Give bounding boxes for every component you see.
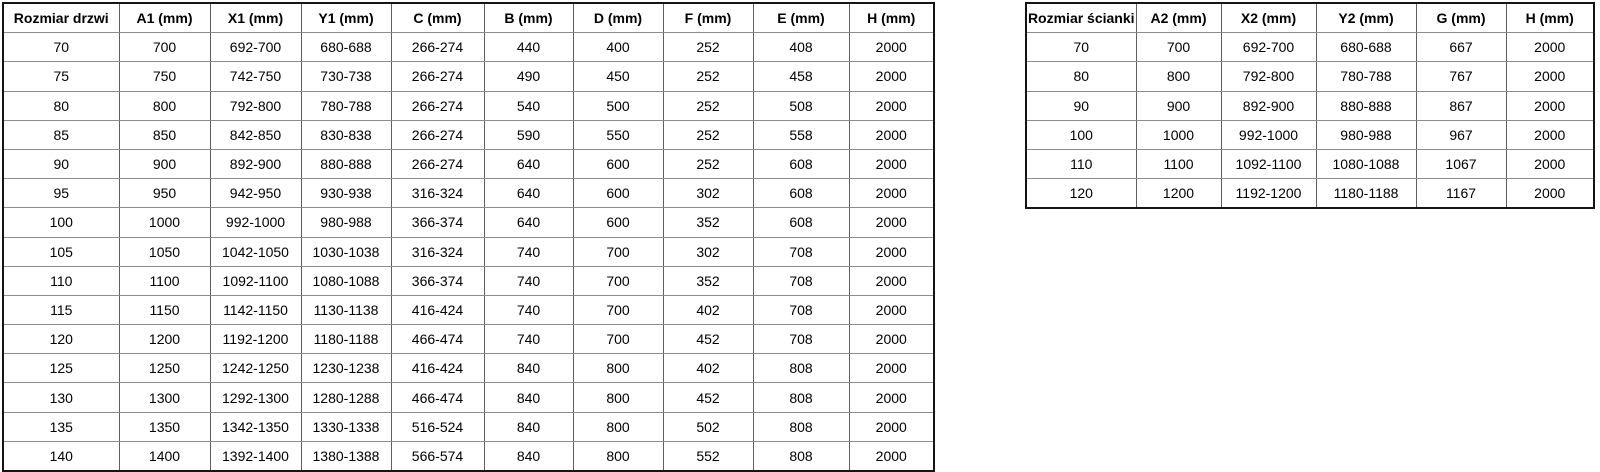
table-row xyxy=(3,179,934,208)
table-cell: 1192-1200 xyxy=(210,325,301,354)
table-row xyxy=(3,120,934,149)
table-row xyxy=(3,266,934,295)
table-cell: 1242-1250 xyxy=(210,354,301,383)
table-row xyxy=(3,237,934,266)
table-cell: 552 xyxy=(663,441,753,471)
table-cell: 266-274 xyxy=(391,33,484,62)
table-cell: 452 xyxy=(663,325,753,354)
table-cell: 558 xyxy=(753,120,849,149)
table-row xyxy=(3,33,934,62)
table-cell: 708 xyxy=(753,237,849,266)
table-cell: 352 xyxy=(663,266,753,295)
table-cell: 266-274 xyxy=(391,120,484,149)
table-cell: 266-274 xyxy=(391,91,484,120)
table-cell: 740 xyxy=(484,266,573,295)
table-cell: 100 xyxy=(1026,120,1136,149)
table-cell: 2000 xyxy=(849,412,934,441)
table-cell: 608 xyxy=(753,149,849,178)
table-cell: 2000 xyxy=(849,266,934,295)
table-cell: 1200 xyxy=(1136,179,1221,209)
table-cell: 1100 xyxy=(119,266,210,295)
table-cell: 1080-1088 xyxy=(301,266,391,295)
table-cell: 80 xyxy=(1026,62,1136,91)
table-cell: 830-838 xyxy=(301,120,391,149)
table-cell: 800 xyxy=(1136,62,1221,91)
table-cell: 680-688 xyxy=(301,33,391,62)
table-cell: 1400 xyxy=(119,441,210,471)
table-cell: 508 xyxy=(753,91,849,120)
table-row xyxy=(1026,91,1594,120)
table-cell: 100 xyxy=(3,208,119,237)
table-cell: 402 xyxy=(663,354,753,383)
table-cell: 252 xyxy=(663,120,753,149)
table-cell: 70 xyxy=(3,33,119,62)
table-cell: 780-788 xyxy=(1316,62,1416,91)
table-cell: 2000 xyxy=(849,383,934,412)
table-cell: 992-1000 xyxy=(210,208,301,237)
table-cell: 840 xyxy=(484,383,573,412)
table-cell: 600 xyxy=(573,208,663,237)
table-cell: 266-274 xyxy=(391,62,484,91)
table-cell: 252 xyxy=(663,149,753,178)
table-row xyxy=(3,412,934,441)
table-cell: 1130-1138 xyxy=(301,295,391,324)
column-header: A2 (mm) xyxy=(1136,3,1221,33)
table-cell: 700 xyxy=(119,33,210,62)
table-row xyxy=(1026,120,1594,149)
table-cell: 1067 xyxy=(1416,149,1506,178)
table-cell: 416-424 xyxy=(391,295,484,324)
table-row xyxy=(1026,62,1594,91)
table-cell: 740 xyxy=(484,237,573,266)
column-header: Y2 (mm) xyxy=(1316,3,1416,33)
table-cell: 930-938 xyxy=(301,179,391,208)
table-cell: 740 xyxy=(484,325,573,354)
table-cell: 708 xyxy=(753,325,849,354)
table-cell: 502 xyxy=(663,412,753,441)
table-cell: 708 xyxy=(753,266,849,295)
header-row xyxy=(3,3,934,33)
header-row xyxy=(1026,3,1594,33)
table-cell: 792-800 xyxy=(1221,62,1316,91)
table-cell: 1180-1188 xyxy=(1316,179,1416,209)
table-cell: 1280-1288 xyxy=(301,383,391,412)
table-cell: 2000 xyxy=(849,208,934,237)
table-cell: 1342-1350 xyxy=(210,412,301,441)
column-header: X1 (mm) xyxy=(210,3,301,33)
table-cell: 266-274 xyxy=(391,149,484,178)
table-cell: 900 xyxy=(1136,91,1221,120)
table-cell: 840 xyxy=(484,354,573,383)
table-cell: 1150 xyxy=(119,295,210,324)
table-cell: 980-988 xyxy=(1316,120,1416,149)
table-cell: 450 xyxy=(573,62,663,91)
table-cell: 120 xyxy=(3,325,119,354)
table-cell: 740 xyxy=(484,295,573,324)
table-cell: 1000 xyxy=(1136,120,1221,149)
table-cell: 516-524 xyxy=(391,412,484,441)
table-cell: 600 xyxy=(573,179,663,208)
table-cell: 466-474 xyxy=(391,383,484,412)
table-cell: 1080-1088 xyxy=(1316,149,1416,178)
table-cell: 1142-1150 xyxy=(210,295,301,324)
table-cell: 808 xyxy=(753,354,849,383)
table-cell: 880-888 xyxy=(1316,91,1416,120)
table-cell: 950 xyxy=(119,179,210,208)
table-cell: 590 xyxy=(484,120,573,149)
table-cell: 2000 xyxy=(849,149,934,178)
table-cell: 700 xyxy=(573,295,663,324)
table-cell: 608 xyxy=(753,179,849,208)
table-cell: 2000 xyxy=(1506,179,1594,209)
table-cell: 800 xyxy=(573,412,663,441)
table-cell: 115 xyxy=(3,295,119,324)
table-row xyxy=(3,295,934,324)
table-cell: 252 xyxy=(663,62,753,91)
table-cell: 1300 xyxy=(119,383,210,412)
table-cell: 800 xyxy=(573,441,663,471)
table-cell: 416-424 xyxy=(391,354,484,383)
table-row xyxy=(3,149,934,178)
table-cell: 110 xyxy=(3,266,119,295)
table-cell: 252 xyxy=(663,91,753,120)
table-cell: 500 xyxy=(573,91,663,120)
table-cell: 130 xyxy=(3,383,119,412)
table-cell: 1230-1238 xyxy=(301,354,391,383)
table-cell: 566-574 xyxy=(391,441,484,471)
table-cell: 2000 xyxy=(849,295,934,324)
table-cell: 550 xyxy=(573,120,663,149)
table-cell: 2000 xyxy=(849,354,934,383)
table-cell: 2000 xyxy=(849,325,934,354)
table-cell: 2000 xyxy=(849,91,934,120)
column-header: H (mm) xyxy=(849,3,934,33)
table-cell: 2000 xyxy=(849,33,934,62)
table-cell: 302 xyxy=(663,237,753,266)
column-header: H (mm) xyxy=(1506,3,1594,33)
table-cell: 2000 xyxy=(1506,33,1594,62)
table-cell: 2000 xyxy=(849,179,934,208)
door-dimensions-table xyxy=(2,2,935,472)
table-cell: 1092-1100 xyxy=(1221,149,1316,178)
table-cell: 767 xyxy=(1416,62,1506,91)
table-cell: 1350 xyxy=(119,412,210,441)
table-cell: 1167 xyxy=(1416,179,1506,209)
column-header: Rozmiar ścianki xyxy=(1026,3,1136,33)
column-header: E (mm) xyxy=(753,3,849,33)
table-cell: 105 xyxy=(3,237,119,266)
table-cell: 90 xyxy=(1026,91,1136,120)
table-cell: 808 xyxy=(753,383,849,412)
table-cell: 700 xyxy=(573,266,663,295)
table-cell: 742-750 xyxy=(210,62,301,91)
table-cell: 1380-1388 xyxy=(301,441,391,471)
table-cell: 680-688 xyxy=(1316,33,1416,62)
table-cell: 452 xyxy=(663,383,753,412)
table-cell: 540 xyxy=(484,91,573,120)
table-cell: 980-988 xyxy=(301,208,391,237)
table-cell: 792-800 xyxy=(210,91,301,120)
table-cell: 2000 xyxy=(1506,62,1594,91)
table-cell: 692-700 xyxy=(1221,33,1316,62)
table-cell: 125 xyxy=(3,354,119,383)
table-cell: 110 xyxy=(1026,149,1136,178)
table-cell: 1292-1300 xyxy=(210,383,301,412)
table-cell: 867 xyxy=(1416,91,1506,120)
table-row xyxy=(1026,179,1594,209)
table-cell: 90 xyxy=(3,149,119,178)
table-cell: 840 xyxy=(484,412,573,441)
table-cell: 140 xyxy=(3,441,119,471)
table-cell: 667 xyxy=(1416,33,1506,62)
table-cell: 490 xyxy=(484,62,573,91)
table-row xyxy=(1026,33,1594,62)
table-cell: 366-374 xyxy=(391,208,484,237)
column-header: C (mm) xyxy=(391,3,484,33)
table-cell: 892-900 xyxy=(210,149,301,178)
table-cell: 70 xyxy=(1026,33,1136,62)
table-cell: 892-900 xyxy=(1221,91,1316,120)
table-cell: 1000 xyxy=(119,208,210,237)
table-cell: 750 xyxy=(119,62,210,91)
table-cell: 252 xyxy=(663,33,753,62)
table-cell: 942-950 xyxy=(210,179,301,208)
table-cell: 780-788 xyxy=(301,91,391,120)
table-cell: 440 xyxy=(484,33,573,62)
table-cell: 120 xyxy=(1026,179,1136,209)
table-row xyxy=(3,91,934,120)
table-cell: 840 xyxy=(484,441,573,471)
table-cell: 1250 xyxy=(119,354,210,383)
table-row xyxy=(3,354,934,383)
table-cell: 402 xyxy=(663,295,753,324)
table-cell: 730-738 xyxy=(301,62,391,91)
table-cell: 1392-1400 xyxy=(210,441,301,471)
wall-dimensions-table xyxy=(1025,2,1595,209)
table-row xyxy=(3,208,934,237)
table-cell: 80 xyxy=(3,91,119,120)
table-cell: 992-1000 xyxy=(1221,120,1316,149)
column-header: G (mm) xyxy=(1416,3,1506,33)
table-cell: 408 xyxy=(753,33,849,62)
table-cell: 352 xyxy=(663,208,753,237)
table-cell: 700 xyxy=(1136,33,1221,62)
table-cell: 2000 xyxy=(849,237,934,266)
table-cell: 400 xyxy=(573,33,663,62)
table-cell: 640 xyxy=(484,149,573,178)
table-cell: 600 xyxy=(573,149,663,178)
table-cell: 75 xyxy=(3,62,119,91)
column-header: D (mm) xyxy=(573,3,663,33)
table-cell: 640 xyxy=(484,179,573,208)
table-cell: 458 xyxy=(753,62,849,91)
table-cell: 800 xyxy=(573,354,663,383)
table-cell: 1180-1188 xyxy=(301,325,391,354)
table-cell: 700 xyxy=(573,237,663,266)
table-cell: 1050 xyxy=(119,237,210,266)
table-cell: 692-700 xyxy=(210,33,301,62)
table-cell: 700 xyxy=(573,325,663,354)
table-cell: 1100 xyxy=(1136,149,1221,178)
table-cell: 135 xyxy=(3,412,119,441)
column-header: A1 (mm) xyxy=(119,3,210,33)
table-cell: 808 xyxy=(753,412,849,441)
table-cell: 1330-1338 xyxy=(301,412,391,441)
table-cell: 800 xyxy=(573,383,663,412)
table-cell: 302 xyxy=(663,179,753,208)
column-header: X2 (mm) xyxy=(1221,3,1316,33)
table-cell: 842-850 xyxy=(210,120,301,149)
table-cell: 967 xyxy=(1416,120,1506,149)
table-cell: 2000 xyxy=(1506,149,1594,178)
table-cell: 608 xyxy=(753,208,849,237)
table-cell: 640 xyxy=(484,208,573,237)
table-cell: 316-324 xyxy=(391,237,484,266)
table-cell: 808 xyxy=(753,441,849,471)
column-header: F (mm) xyxy=(663,3,753,33)
column-header: Rozmiar drzwi xyxy=(3,3,119,33)
table-cell: 466-474 xyxy=(391,325,484,354)
table-row xyxy=(3,62,934,91)
table-cell: 850 xyxy=(119,120,210,149)
table-cell: 800 xyxy=(119,91,210,120)
table-row xyxy=(3,441,934,471)
table-cell: 316-324 xyxy=(391,179,484,208)
table-cell: 2000 xyxy=(849,120,934,149)
table-cell: 1092-1100 xyxy=(210,266,301,295)
table-cell: 1042-1050 xyxy=(210,237,301,266)
table-cell: 95 xyxy=(3,179,119,208)
table-row xyxy=(3,383,934,412)
table-cell: 2000 xyxy=(1506,91,1594,120)
table-cell: 880-888 xyxy=(301,149,391,178)
table-cell: 2000 xyxy=(1506,120,1594,149)
table-cell: 900 xyxy=(119,149,210,178)
table-cell: 708 xyxy=(753,295,849,324)
table-cell: 1200 xyxy=(119,325,210,354)
table-row xyxy=(3,325,934,354)
table-cell: 2000 xyxy=(849,441,934,471)
table-cell: 1030-1038 xyxy=(301,237,391,266)
column-header: B (mm) xyxy=(484,3,573,33)
table-cell: 366-374 xyxy=(391,266,484,295)
table-cell: 2000 xyxy=(849,62,934,91)
table-row xyxy=(1026,149,1594,178)
table-cell: 1192-1200 xyxy=(1221,179,1316,209)
column-header: Y1 (mm) xyxy=(301,3,391,33)
table-cell: 85 xyxy=(3,120,119,149)
